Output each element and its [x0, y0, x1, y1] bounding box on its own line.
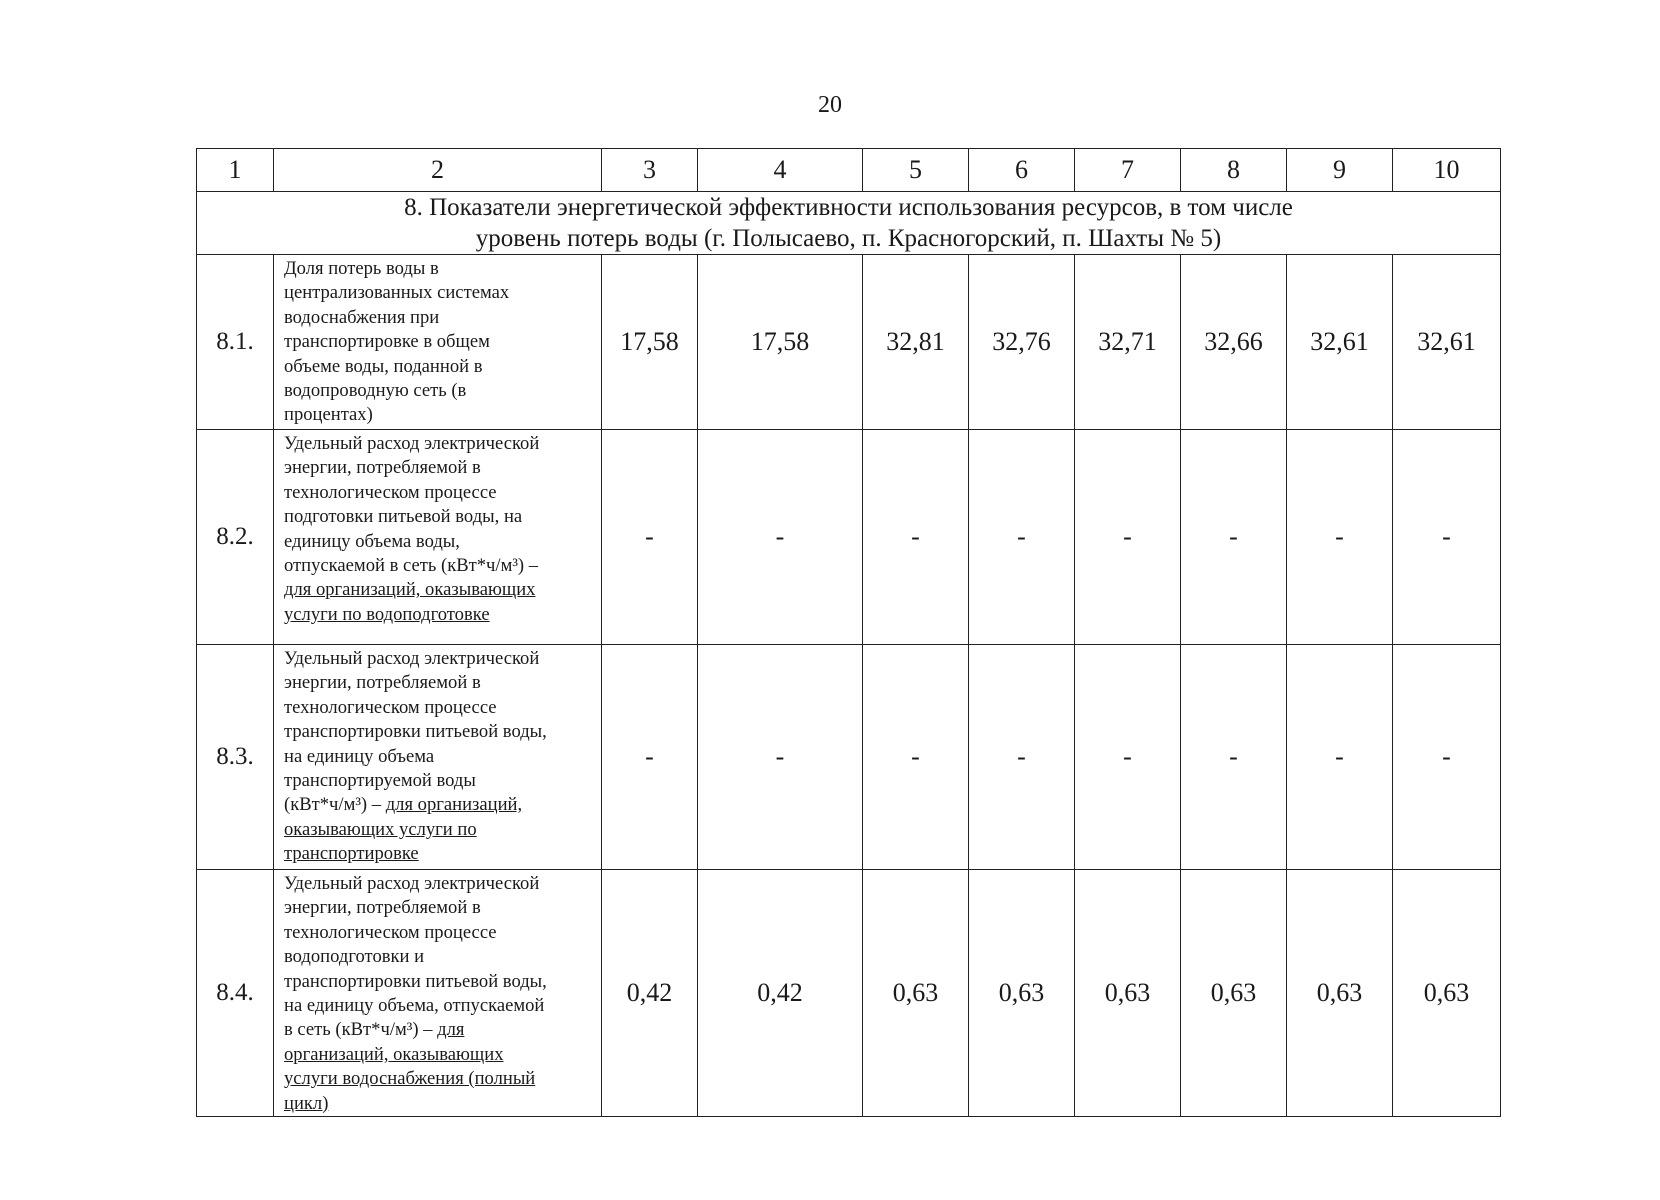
value-cell: -: [863, 645, 969, 870]
description-text: Удельный расход электрической энергии, потребляемой в технологическом процессе транспортировки питьевой воды, на единицу объема транспортируемой воды (кВт*ч/м³) –: [284, 648, 547, 816]
value-cell: -: [602, 645, 698, 870]
row-description: [274, 645, 602, 870]
column-header: 1: [197, 149, 274, 192]
value-cell: 0,63: [863, 870, 969, 1117]
row-number: 8.1.: [197, 255, 274, 430]
column-header: 5: [863, 149, 969, 192]
description-text: Удельный расход электрической энергии, потребляемой в технологическом процессе подготовки питьевой воды, на единицу объема воды, отпускаемой в сеть (кВт*ч/м³) –: [284, 433, 540, 577]
column-header: 3: [602, 149, 698, 192]
section-title-row: [197, 192, 1501, 255]
value-cell: 32,76: [969, 255, 1075, 430]
description-underlined-text: для организаций, оказывающих услуги по водоподготовке: [284, 579, 536, 625]
row-number: 8.3.: [197, 645, 274, 870]
row-description: [274, 430, 602, 645]
value-cell: 0,63: [1393, 870, 1501, 1117]
value-cell: -: [969, 645, 1075, 870]
indicators-table: [196, 148, 1501, 1117]
table-row: [197, 255, 1501, 430]
row-number: 8.2.: [197, 430, 274, 645]
value-cell: -: [1287, 430, 1393, 645]
column-header: 10: [1393, 149, 1501, 192]
description-underlined-text: для организаций, оказывающих услуги водоснабжения (полный цикл): [284, 1019, 536, 1114]
column-header: 8: [1181, 149, 1287, 192]
value-cell: -: [1181, 430, 1287, 645]
value-cell: 0,63: [1075, 870, 1181, 1117]
table-row: [197, 870, 1501, 1117]
value-cell: -: [698, 645, 863, 870]
value-cell: -: [1075, 645, 1181, 870]
value-cell: 32,61: [1393, 255, 1501, 430]
column-header: 4: [698, 149, 863, 192]
value-cell: -: [1181, 645, 1287, 870]
value-cell: 0,63: [1181, 870, 1287, 1117]
value-cell: -: [1393, 430, 1501, 645]
table-row: [197, 645, 1501, 870]
section-title: 8. Показатели энергетической эффективности использования ресурсов, в том числе уровень потерь воды (г. Полысаево, п. Красногорский, п. Шахты № 5): [197, 192, 1501, 255]
column-header: 6: [969, 149, 1075, 192]
value-cell: 0,42: [602, 870, 698, 1117]
value-cell: 0,42: [698, 870, 863, 1117]
value-cell: 0,63: [1287, 870, 1393, 1117]
column-header: 2: [274, 149, 602, 192]
row-description: [274, 255, 602, 430]
value-cell: -: [1075, 430, 1181, 645]
row-description: [274, 870, 602, 1117]
description-text: Доля потерь воды в централизованных системах водоснабжения при транспортировке в общем объеме воды, поданной в водопроводную сеть (в процентах): [284, 258, 510, 426]
column-number-row: [197, 149, 1501, 192]
value-cell: 32,66: [1181, 255, 1287, 430]
description-underlined-text: для организаций, оказывающих услуги по транспортировке: [284, 794, 523, 865]
value-cell: -: [602, 430, 698, 645]
value-cell: 17,58: [698, 255, 863, 430]
value-cell: -: [863, 430, 969, 645]
value-cell: -: [1287, 645, 1393, 870]
value-cell: 32,71: [1075, 255, 1181, 430]
column-header: 9: [1287, 149, 1393, 192]
column-header: 7: [1075, 149, 1181, 192]
value-cell: 32,61: [1287, 255, 1393, 430]
page-number: 20: [818, 92, 842, 118]
value-cell: -: [1393, 645, 1501, 870]
row-number: 8.4.: [197, 870, 274, 1117]
value-cell: 32,81: [863, 255, 969, 430]
value-cell: -: [969, 430, 1075, 645]
description-text: Удельный расход электрической энергии, потребляемой в технологическом процессе водоподготовки и транспортировки питьевой воды, на единицу объема, отпускаемой в сеть (кВт*ч/м³) –: [284, 873, 547, 1041]
table-row: [197, 430, 1501, 645]
value-cell: 0,63: [969, 870, 1075, 1117]
value-cell: 17,58: [602, 255, 698, 430]
value-cell: -: [698, 430, 863, 645]
